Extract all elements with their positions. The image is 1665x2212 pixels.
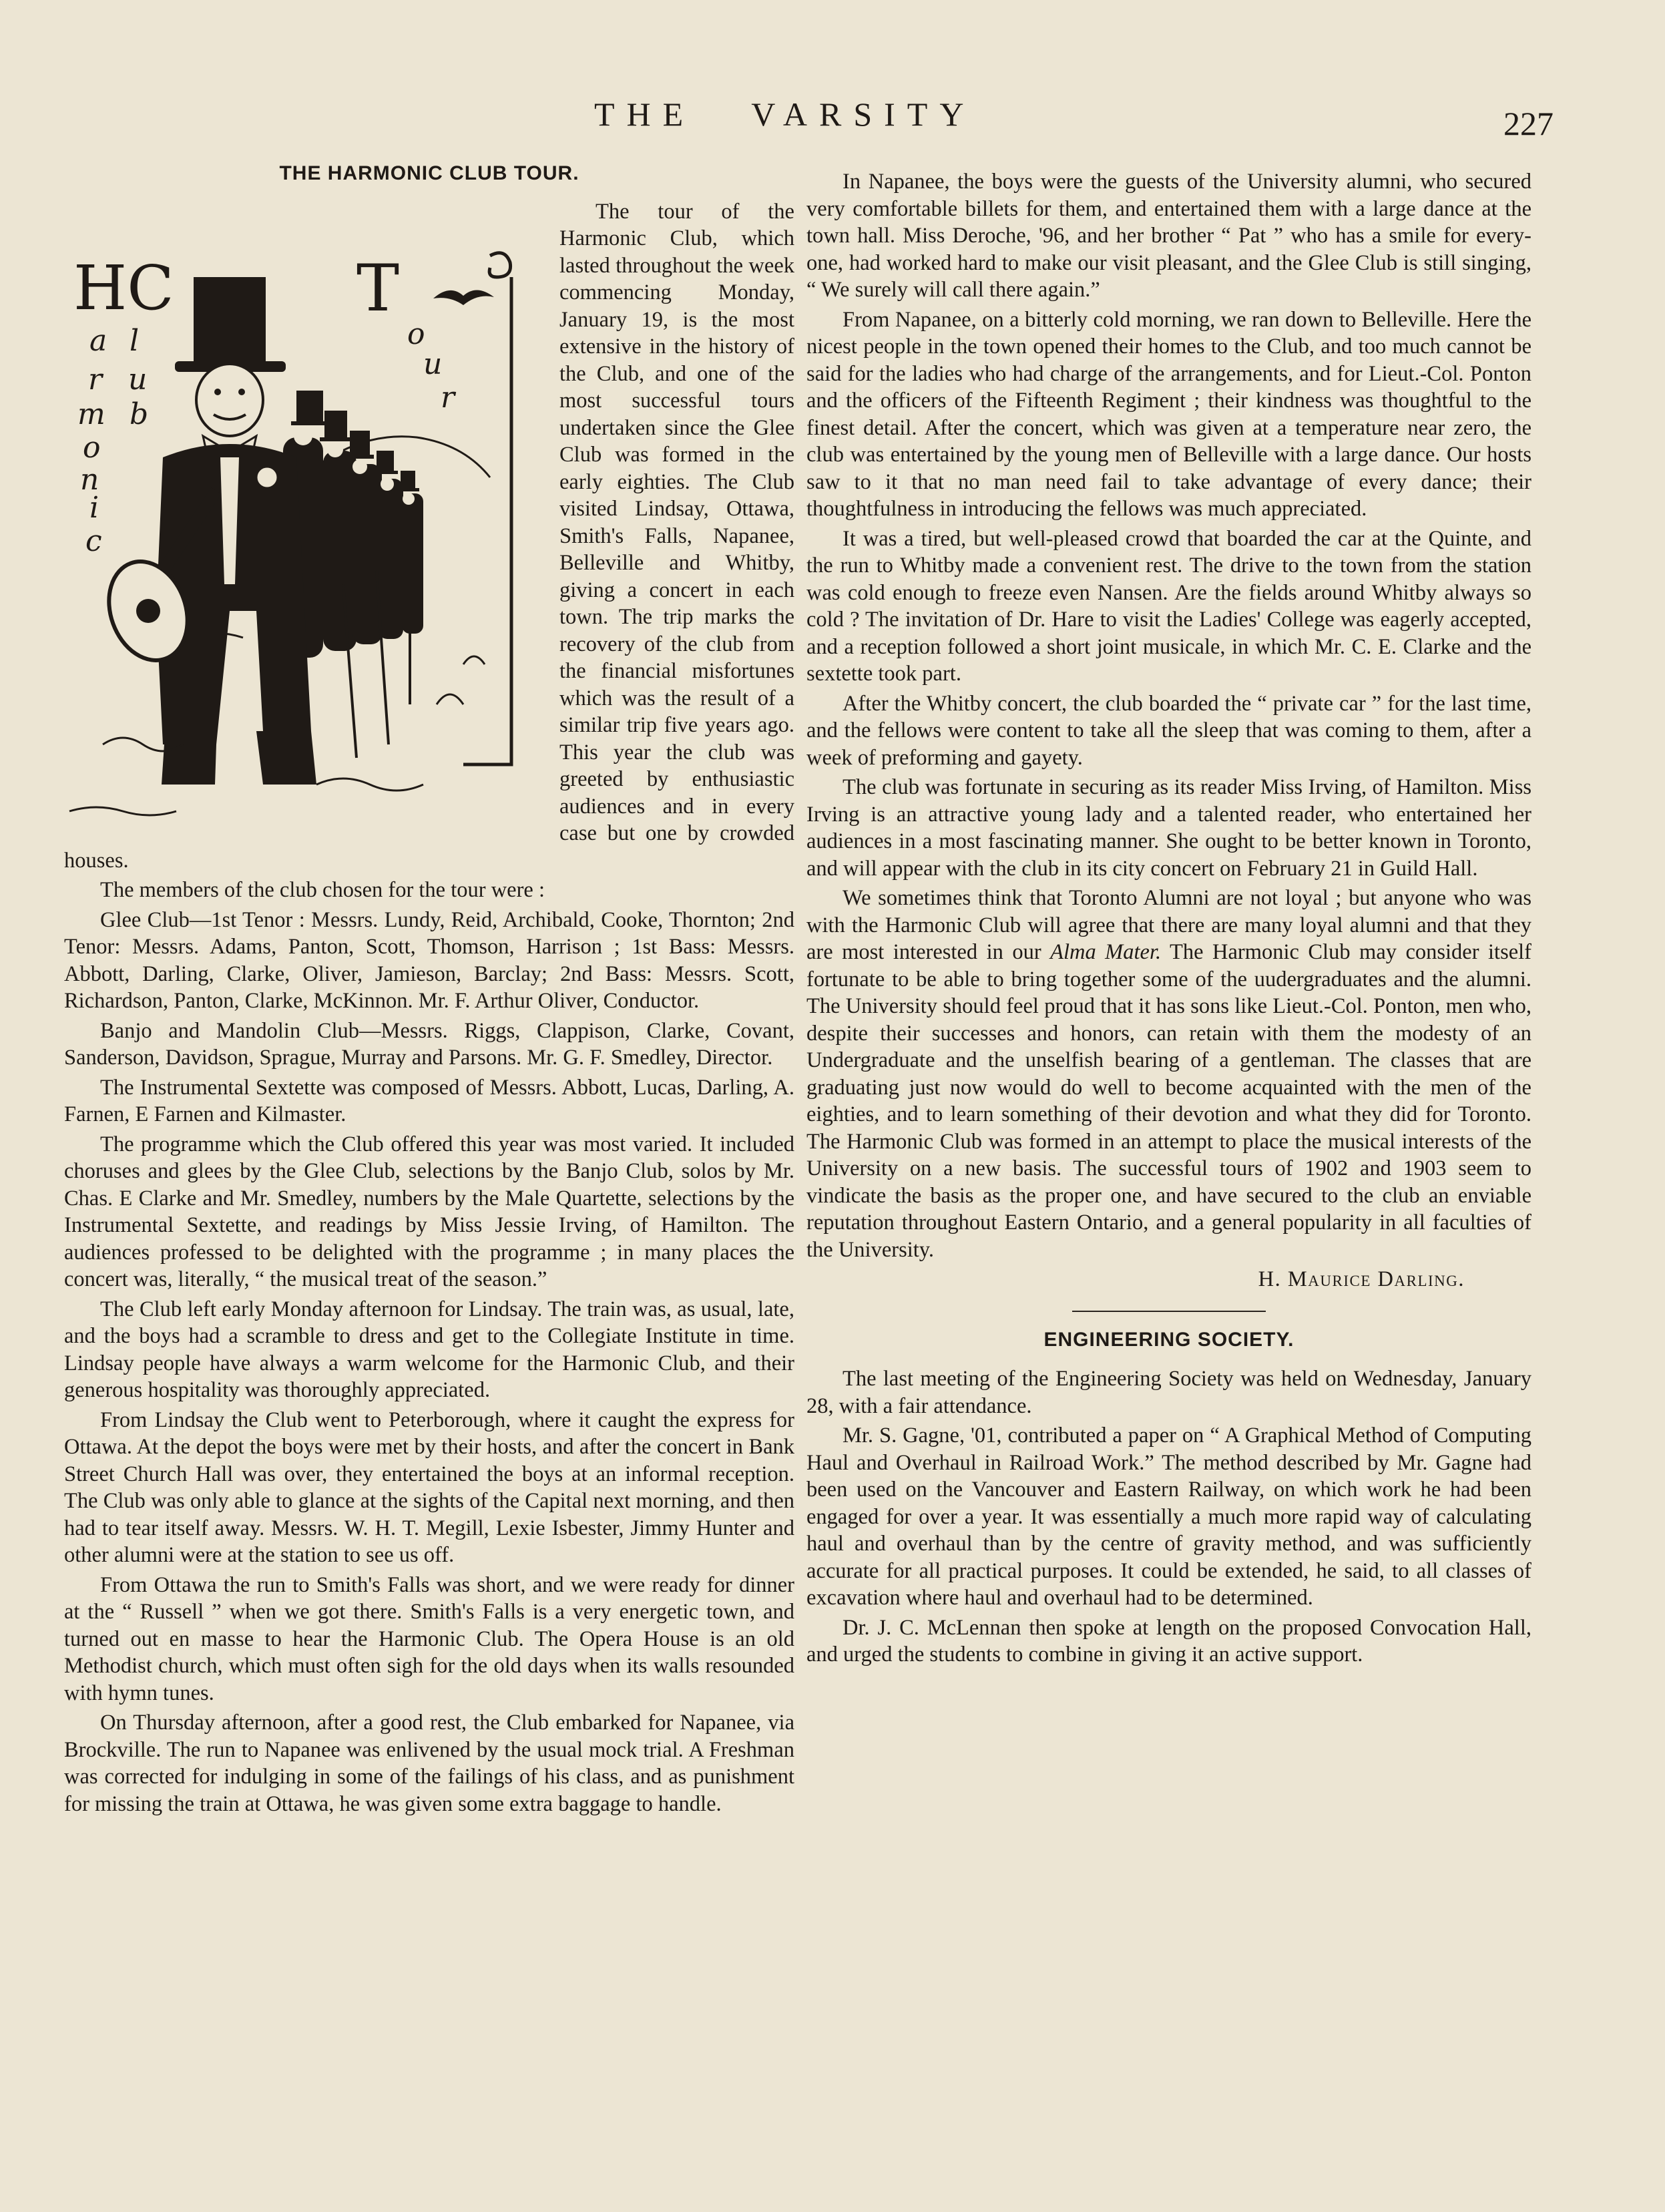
harmonic-p6: The programme which the Club offered this year was most varied. It included choruses and glees by the Glee Club, selections by the Banjo Club, solos by Mr. Chas. E Clarke and Mr. Smedley, numbers by the Male Quartette, selections by the Instrumental Sextette, and readings by Miss Jessie Irving, of Hamilton. The audiences professed to be delighted with the programme ; in many places the concert was, literally, “ the musical treat of the season.” <box>64 1132 794 1291</box>
illus-letter-a: a <box>89 323 107 358</box>
harmonic-p2: The members of the club chosen for the tour were : <box>100 878 545 902</box>
engineering-society-heading: ENGINEERING SOCIETY. <box>1043 1328 1294 1351</box>
engineering-p2: Mr. S. Gagne, '01, contributed a paper on “ A Graphical Method of Computing Haul and Overhaul in Railroad Work.” The method described by Mr. Gagne had been used on the Vancouver and Eastern Railway, on which work he had been engaged for over a year. It was essentially a much more rapid way of calculating haul and overhaul than by the centre of gravity method, and was sufficiently accurate for all practical purposes. It could be extended, he said, to all classes of excavation where haul and overhaul had to be determined. <box>806 1423 1531 1610</box>
illus-letter-n: n <box>80 462 99 497</box>
right-column <box>806 168 1531 1671</box>
harmonic-p1: The tour of the Harmonic Club, which lasted throughout the week commencing Monday, January 19, is the most extensive in the history of the Club, and one of the most successful tours undertaken since the Glee Club was formed in the early eighties. The Club visited Lindsay, Ottawa, Smith's Falls, Napanee, Belleville and Whitby, giving a concert in each town. The trip marks the recovery of the club from the financial misfortunes which was the result of a similar trip five years ago. This year the club was greeted by enthusiastic audiences and in every case but one by crowded houses. <box>64 199 794 873</box>
harmonic-p5: The Instrumental Sextette was composed of Messrs. Abbott, Lucas, Darling, A. Farnen, E Farnen and Kilmaster. <box>64 1075 794 1126</box>
harmonic-club-heading: THE HARMONIC CLUB TOUR. <box>279 162 579 184</box>
masthead-word-the: THE <box>594 95 696 133</box>
harmonic-p14: After the Whitby concert, the club boarded the “ private car ” for the last time, and the fellows were content to take all the sleep that was coming to them, after a week of preforming and gayety. <box>806 691 1531 770</box>
illus-letter-r2: r <box>441 380 455 415</box>
illus-letter-m: m <box>77 397 105 431</box>
illus-letter-r: r <box>88 362 103 397</box>
illus-letter-l: l <box>130 323 140 358</box>
harmonic-p16-part2: The Harmonic Club may consider itself fortunate to be able to bring together some of the uudergraduates and the alumni. The University should feel proud that it has sons like Lieut.-Col. Ponton, men who, despite their successes and honors, can retain with them the modesty of an Undergraduate and the unselfish bearing of a gentleman. The classes that are graduating just now would do well to become acquainted with the men of the eighties, and to learn something of their devotion and what they did for Toronto. The Harmonic Club was formed in an attempt to place the musical interests of the University on a new basis. The successful tours of 1902 and 1903 seem to vindicate the basis as the proper one, and have secured to the club an enviable reputation throughout Eastern Ontario, and a general popularity in all faculties of the University. <box>806 940 1531 1262</box>
left-column <box>64 160 794 1820</box>
harmonic-p10: On Thursday afternoon, after a good rest, the Club embarked for Napanee, via Brockville. The run to Napanee was enlivened by the usual mock trial. A Freshman was corrected for indulging in some of the failings of his class, and as punishment for missing the train at Ottawa, he was given some extra baggage to handle. <box>64 1711 794 1816</box>
illus-letter-u2: u <box>423 347 443 381</box>
harmonic-p3: Glee Club—1st Tenor : Messrs. Lundy, Reid, Archibald, Cooke, Thornton; 2nd Tenor: Messrs. Adams, Panton, Scott, Thomson, Harrison ; 1st Bass: Messrs. Abbott, Darling, Clarke, Oliver, Jamieson, Barclay; 2nd Bass: Messrs. Scott, Richardson, Panton, Clarke, McKinnon. Mr. F. Arthur Oliver, Conductor. <box>64 907 794 1013</box>
alma-mater-italic: Alma Mater. <box>1050 940 1162 964</box>
harmonic-p11: In Napanee, the boys were the guests of the University alumni, who secured very comfortable billets for them, and entertained them with a large dance at the town hall. Miss Deroche, '96, and her brother “ Pat ” who has a smile for every-one, had worked hard to make our visit pleasant, and the Glee Club is still singing, “ We surely will call there again.” <box>806 170 1531 302</box>
illus-letter-o: o <box>83 430 101 465</box>
section-divider <box>1072 1311 1266 1312</box>
harmonic-p7: The Club left early Monday afternoon for Lindsay. The train was, as usual, late, and the boys had a scramble to dress and get to the Collegiate Institute in time. Lindsay people have always a warm welcome for the Harmonic Club, and their generous hospitality was thoroughly appreciated. <box>64 1297 794 1402</box>
page-number: 227 <box>1503 105 1554 142</box>
harmonic-p13: It was a tired, but well-pleased crowd that boarded the car at the Quinte, and the run to Whitby made a convenient rest. The drive to the town from the station was cold enough to freeze even Nansen. Are the fields around Whitby always so cold ? The invitation of Dr. Hare to visit the Ladies' College was eagerly accepted, and a reception followed a short joint musicale, in which Mr. C. E. Clarke and the sextette took part. <box>806 526 1531 686</box>
running-head <box>594 95 975 134</box>
author-signature: H. Maurice Darling. <box>1258 1267 1465 1291</box>
harmonic-p4: Banjo and Mandolin Club—Messrs. Riggs, Clappison, Clarke, Covant, Sanderson, Davidson, Sprague, Murray and Parsons. Mr. G. F. Smedley, Director. <box>64 1018 794 1070</box>
illus-hc-letters: HC <box>73 252 174 324</box>
harmonic-p16 <box>806 885 1531 1263</box>
harmonic-p16-part1: We sometimes think that Toronto Alumni are not loyal ; but anyone who was with the Harmonic Club will agree that there are many loyal alumni and that they are most interested in our <box>806 886 1531 964</box>
harmonic-p9: From Ottawa the run to Smith's Falls was short, and we were ready for dinner at the “ Russell ” when we got there. Smith's Falls is a very energetic town, and turned out en masse to hear the Harmonic Club. The Opera House is an old Methodist church, which must often sigh for the old days when its walls resounded with hymn tunes. <box>64 1572 794 1705</box>
harmonic-p8: From Lindsay the Club went to Peterborough, where it caught the express for Ottawa. At the depot the boys were met by their hosts, and after the concert in Bank Street Church Hall was over, they entertained the boys at an informal reception. The Club was only able to glance at the sights of the Capital next morning, and then had to tear itself away. Messrs. W. H. T. Megill, Lexie Isbester, Jimmy Hunter and other alumni were at the station to see us off. <box>64 1407 794 1567</box>
illus-letter-i: i <box>89 490 99 525</box>
engineering-p3: Dr. J. C. McLennan then spoke at length on the proposed Convocation Hall, and urged the students to combine in giving it an active support. <box>806 1615 1531 1667</box>
illus-letter-c: c <box>85 523 102 558</box>
harmonic-p12: From Napanee, on a bitterly cold morning, we ran down to Belleville. Here the nicest people in the town opened their homes to the Club, and too much cannot be said for the ladies who had charge of the arrangements, and for Lieut.-Col. Ponton and the officers of the Fifteenth Regiment ; their kindness was thoughtful to the finest detail. After the concert, which was given at a temperature near zero, the club was entertained by the young men of Belleville with a large dance. Our hosts saw to it that no man need fail to take advantage of every dance; their thoughtfulness in introducing the fellows was much appreciated. <box>806 307 1531 521</box>
illus-letter-o2: o <box>407 316 425 351</box>
engineering-p1: The last meeting of the Engineering Society was held on Wednesday, January 28, with a fair attendance. <box>806 1367 1531 1418</box>
harmonic-club-illustration <box>63 237 550 822</box>
illus-letter-u: u <box>128 362 148 397</box>
masthead-word-varsity: VARSITY <box>751 95 976 133</box>
harmonic-p15: The club was fortunate in securing as its reader Miss Irving, of Hamilton. Miss Irving is an attractive young lady and a talented reader, who entertained her audiences in a most fascinating manner. She ought to be better known in Toronto, and will appear with the club in its city concert on February 21 in Guild Hall. <box>806 775 1531 881</box>
illus-letter-b: b <box>130 397 149 431</box>
illus-t-letter: T <box>356 250 400 326</box>
